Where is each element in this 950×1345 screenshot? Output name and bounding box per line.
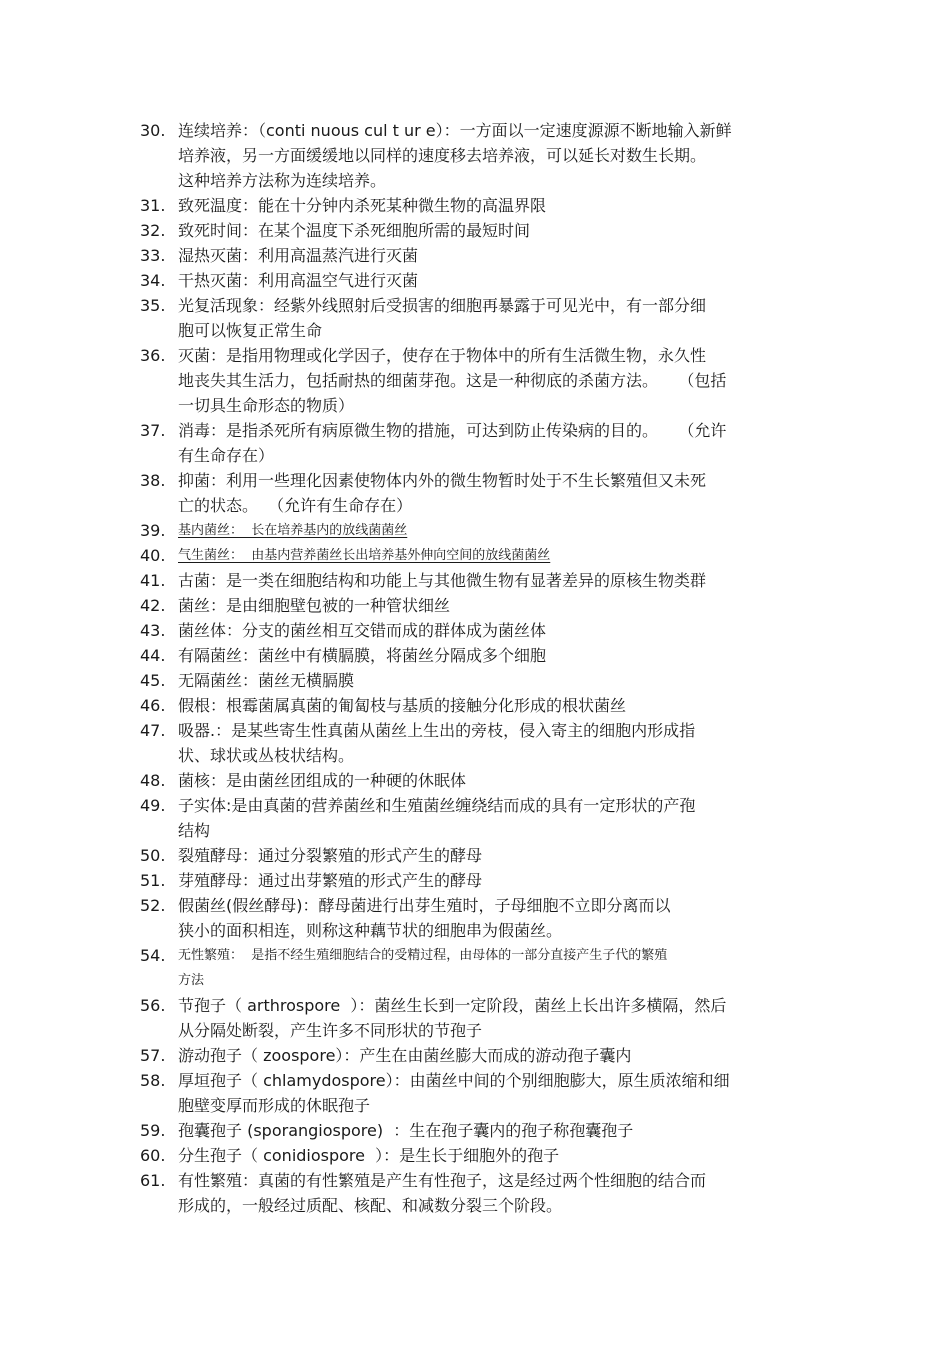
item-number: 57. [140, 1046, 166, 1065]
list-item [140, 1043, 820, 1068]
list-item [140, 218, 820, 243]
item-text [178, 1068, 820, 1118]
list-item [140, 1068, 820, 1118]
item-text-line: 消毒：是指杀死所有病原微生物的措施，可达到防止传染病的目的。 （允许 [178, 421, 727, 440]
item-text-line: 胞可以恢复正常生命 [178, 321, 323, 340]
item-text-line: 裂殖酵母：通过分裂繁殖的形式产生的酵母 [178, 846, 483, 865]
item-text [178, 643, 820, 668]
list-item [140, 593, 820, 618]
list-item [140, 1118, 820, 1143]
item-number: 38. [140, 471, 166, 490]
list-item [140, 543, 820, 568]
item-text [178, 668, 820, 693]
item-text [178, 568, 820, 593]
list-item [140, 643, 820, 668]
item-text [178, 468, 820, 518]
item-number: 51. [140, 871, 166, 890]
item-text-line: 连续培养：（conti nuous cul t ur e）：一方面以一定速度源源不断地输入新鲜 [178, 121, 732, 140]
item-text-line: 干热灭菌：利用高温空气进行灭菌 [178, 271, 419, 290]
list-item [140, 843, 820, 868]
item-text-line: 菌核：是由菌丝团组成的一种硬的休眠体 [178, 771, 467, 790]
item-text-line: 孢囊孢子 (sporangiospore) ：生在孢子囊内的孢子称孢囊孢子 [178, 1121, 634, 1140]
item-text-line: 狭小的面积相连，则称这种藕节状的细胞串为假菌丝。 [178, 921, 563, 940]
item-text [178, 943, 820, 993]
item-text [178, 343, 820, 418]
item-text-line: 抑菌：利用一些理化因素使物体内外的微生物暂时处于不生长繁殖但又未死 [178, 471, 707, 490]
item-number: 59. [140, 1121, 166, 1140]
list-item [140, 268, 820, 293]
item-number: 50. [140, 846, 166, 865]
item-text [178, 1043, 820, 1068]
item-text-line: 光复活现象：经紫外线照射后受损害的细胞再暴露于可见光中，有一部分细 [178, 296, 707, 315]
item-number: 32. [140, 221, 166, 240]
item-number: 37. [140, 421, 166, 440]
item-text-line: 分生孢子（ conidiospore ）：是生长于细胞外的孢子 [178, 1146, 560, 1165]
item-number: 49. [140, 796, 166, 815]
list-item [140, 768, 820, 793]
item-text-line: 状、球状或丛枝状结构。 [178, 746, 355, 765]
item-number: 58. [140, 1071, 166, 1090]
item-number: 48. [140, 771, 166, 790]
list-item [140, 518, 820, 543]
item-number: 52. [140, 896, 166, 915]
item-number: 33. [140, 246, 166, 265]
item-text [178, 768, 820, 793]
item-text-line: 一切具生命形态的物质） [178, 396, 355, 415]
item-text [178, 793, 820, 843]
item-number: 43. [140, 621, 166, 640]
item-text-line: 有隔菌丝：菌丝中有横膈膜，将菌丝分隔成多个细胞 [178, 646, 547, 665]
item-text-line: 菌丝体：分支的菌丝相互交错而成的群体成为菌丝体 [178, 621, 547, 640]
item-text-line: 气生菌丝： 由基内营养菌丝长出培养基外伸向空间的放线菌菌丝 [178, 548, 551, 563]
item-text-line: 方法 [178, 973, 205, 988]
item-text-line: 胞壁变厚而形成的休眠孢子 [178, 1096, 371, 1115]
list-item [140, 118, 820, 193]
list-item [140, 1143, 820, 1168]
item-text-line: 灭菌：是指用物理或化学因子，使存在于物体中的所有生活微生物，永久性 [178, 346, 707, 365]
item-text [178, 543, 820, 568]
item-text-line: 菌丝：是由细胞壁包被的一种管状细丝 [178, 596, 451, 615]
item-text [178, 193, 820, 218]
item-text [178, 1143, 820, 1168]
list-item [140, 193, 820, 218]
item-number: 45. [140, 671, 166, 690]
item-number: 44. [140, 646, 166, 665]
item-text [178, 243, 820, 268]
item-text-line: 吸器.：是某些寄生性真菌从菌丝上生出的旁枝，侵入寄主的细胞内形成指 [178, 721, 696, 740]
list-item [140, 618, 820, 643]
item-text [178, 1168, 820, 1218]
item-text-line: 假根：根霉菌属真菌的匍匐枝与基质的接触分化形成的根状菌丝 [178, 696, 627, 715]
definition-list [140, 118, 820, 1218]
item-number: 31. [140, 196, 166, 215]
item-text [178, 693, 820, 718]
item-text [178, 218, 820, 243]
item-text-line: 厚垣孢子（ chlamydospore）：由菌丝中间的个别细胞膨大，原生质浓缩和细 [178, 1071, 730, 1090]
list-item [140, 293, 820, 343]
item-number: 42. [140, 596, 166, 615]
item-text-line: 有生命存在） [178, 446, 275, 465]
item-text [178, 893, 820, 943]
list-item [140, 568, 820, 593]
item-text-line: 古菌：是一类在细胞结构和功能上与其他微生物有显著差异的原核生物类群 [178, 571, 707, 590]
list-item [140, 1168, 820, 1218]
list-item [140, 868, 820, 893]
item-text-line: 从分隔处断裂，产生许多不同形状的节孢子 [178, 1021, 483, 1040]
list-item [140, 668, 820, 693]
item-number: 47. [140, 721, 166, 740]
item-text-line: 有性繁殖：真菌的有性繁殖是产生有性孢子，这是经过两个性细胞的结合而 [178, 1171, 707, 1190]
item-text-line: 无隔菌丝：菌丝无横膈膜 [178, 671, 355, 690]
item-number: 40. [140, 546, 166, 565]
item-text-line: 致死温度：能在十分钟内杀死某种微生物的高温界限 [178, 196, 547, 215]
item-number: 41. [140, 571, 166, 590]
list-item [140, 693, 820, 718]
item-text-line: 培养液，另一方面缓缓地以同样的速度移去培养液，可以延长对数生长期。 [178, 146, 707, 165]
item-text-line: 湿热灭菌：利用高温蒸汽进行灭菌 [178, 246, 419, 265]
item-text [178, 618, 820, 643]
item-text-line: 致死时间：在某个温度下杀死细胞所需的最短时间 [178, 221, 531, 240]
list-item [140, 243, 820, 268]
item-text [178, 593, 820, 618]
item-number: 61. [140, 1171, 166, 1190]
item-number: 30. [140, 121, 166, 140]
item-number: 46. [140, 696, 166, 715]
item-text [178, 418, 820, 468]
list-item [140, 793, 820, 843]
item-text [178, 718, 820, 768]
item-number: 60. [140, 1146, 166, 1165]
item-text [178, 293, 820, 343]
item-text-line: 游动孢子（ zoospore）：产生在由菌丝膨大而成的游动孢子囊内 [178, 1046, 632, 1065]
item-text-line: 形成的，一般经过质配、核配、和减数分裂三个阶段。 [178, 1196, 563, 1215]
item-text-line: 这种培养方法称为连续培养。 [178, 171, 387, 190]
item-number: 36. [140, 346, 166, 365]
item-text-line: 无性繁殖： 是指不经生殖细胞结合的受精过程，由母体的一部分直接产生子代的繁殖 [178, 948, 668, 963]
item-text [178, 518, 820, 543]
item-text-line: 地丧失其生活力，包括耐热的细菌芽孢。这是一种彻底的杀菌方法。 （包括 [178, 371, 727, 390]
item-number: 56. [140, 996, 166, 1015]
list-item [140, 893, 820, 943]
item-text-line: 亡的状态。 （允许有生命存在） [178, 496, 413, 515]
item-text [178, 993, 820, 1043]
list-item [140, 343, 820, 418]
item-text-line: 基内菌丝： 长在培养基内的放线菌菌丝 [178, 523, 408, 538]
item-text [178, 843, 820, 868]
item-text [178, 118, 820, 193]
item-text-line: 假菌丝(假丝酵母)：酵母菌进行出芽生殖时，子母细胞不立即分离而以 [178, 896, 671, 915]
item-text-line: 节孢子（ arthrospore ）：菌丝生长到一定阶段，菌丝上长出许多横隔，然后 [178, 996, 727, 1015]
list-item [140, 468, 820, 518]
item-text [178, 868, 820, 893]
item-number: 54. [140, 946, 166, 965]
item-text-line: 芽殖酵母：通过出芽繁殖的形式产生的酵母 [178, 871, 483, 890]
item-number: 39. [140, 521, 166, 540]
list-item [140, 718, 820, 768]
item-text [178, 1118, 820, 1143]
item-number: 34. [140, 271, 166, 290]
list-item [140, 418, 820, 468]
item-text-line: 子实体:是由真菌的营养菌丝和生殖菌丝缠绕结而成的具有一定形状的产孢 [178, 796, 696, 815]
list-item [140, 993, 820, 1043]
item-text-line: 结构 [178, 821, 211, 840]
item-text [178, 268, 820, 293]
list-item [140, 943, 820, 993]
item-number: 35. [140, 296, 166, 315]
